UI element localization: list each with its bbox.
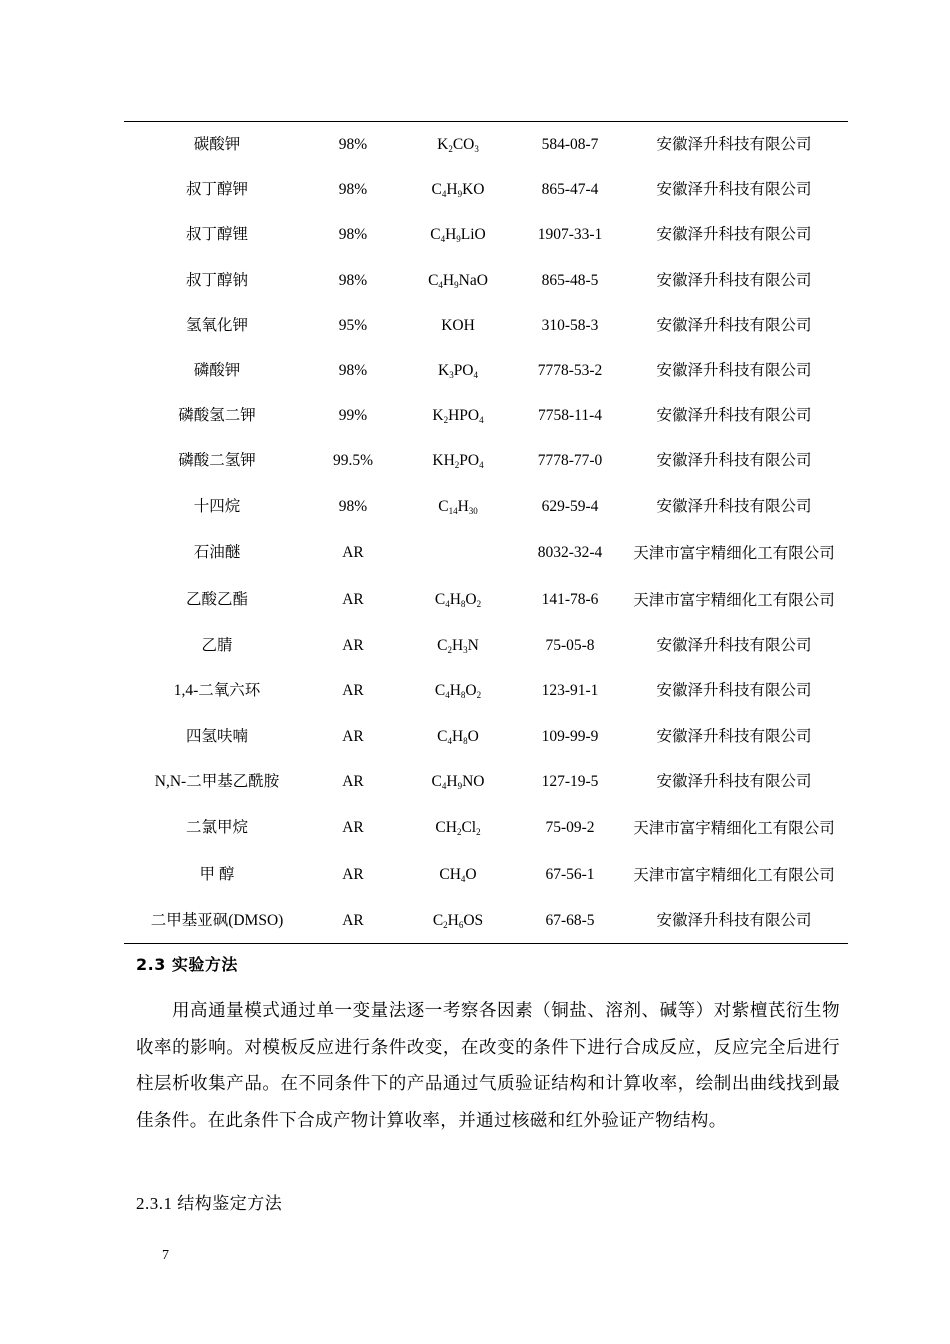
cas-cell: 865-47-4 — [541, 181, 599, 199]
formula-subscript: 2 — [448, 144, 453, 155]
reagent-name-cell: 四氢呋喃 — [185, 727, 248, 745]
supplier-cell: 安徽泽升科技有限公司 — [656, 136, 812, 154]
formula-text: KOH — [441, 316, 475, 334]
formula-subscript: 4 — [460, 874, 466, 885]
formula-cell — [396, 623, 520, 668]
formula-text: OS — [463, 912, 484, 930]
table-row — [124, 212, 848, 257]
formula-subscript: 4 — [440, 234, 446, 245]
formula-subscript: 8 — [463, 735, 468, 746]
formula-text: H — [457, 497, 469, 515]
formula-text: KO — [462, 181, 485, 199]
table-row — [124, 258, 848, 303]
supplier-cell: 安徽泽升科技有限公司 — [656, 362, 812, 380]
formula-cell — [396, 348, 520, 393]
formula-text: K — [432, 407, 444, 425]
formula-cell — [396, 529, 520, 576]
supplier-cell: 安徽泽升科技有限公司 — [656, 682, 812, 700]
formula-text: C — [432, 912, 444, 930]
formula-text: PO — [459, 452, 480, 470]
cas-cell: 123-91-1 — [541, 682, 599, 700]
formula-text: H — [449, 590, 461, 608]
section-heading: 2.3 实验方法 — [136, 955, 238, 974]
supplier-cell: 安徽泽升科技有限公司 — [656, 912, 812, 930]
formula-cell — [396, 212, 520, 257]
formula-cell — [396, 393, 520, 438]
formula-subscript: 4 — [447, 735, 452, 746]
purity-cell: AR — [342, 727, 364, 745]
reagent-name-cell: N,N-二甲基乙酰胺 — [154, 772, 280, 790]
purity-cell: AR — [342, 682, 364, 700]
purity-cell: AR — [342, 543, 364, 561]
formula-text: HPO — [448, 407, 480, 425]
formula-subscript: 4 — [438, 279, 443, 290]
formula-text: CH — [435, 818, 457, 836]
formula-text: C — [434, 682, 446, 700]
purity-cell: 95% — [338, 316, 368, 334]
cas-cell: 7778-77-0 — [537, 452, 603, 470]
formula-subscript: 3 — [463, 645, 468, 656]
formula-subscript: 8 — [460, 690, 466, 701]
purity-cell: 99.5% — [332, 452, 374, 470]
reagent-table — [124, 121, 848, 944]
formula-cell — [396, 851, 520, 898]
formula-subscript: 2 — [454, 460, 460, 471]
cas-cell: 109-99-9 — [541, 727, 599, 745]
formula-subscript: 14 — [448, 505, 458, 516]
formula-text: NaO — [458, 271, 488, 289]
formula-subscript: 2 — [443, 415, 449, 426]
formula-subscript: 3 — [449, 370, 454, 381]
formula-cell — [396, 484, 520, 529]
supplier-cell: 安徽泽升科技有限公司 — [656, 727, 812, 745]
supplier-cell: 天津市富宇精细化工有限公司 — [633, 867, 835, 885]
purity-cell: 98% — [338, 136, 368, 154]
formula-text: H — [449, 682, 461, 700]
table-row — [124, 167, 848, 212]
table-row — [124, 348, 848, 393]
formula-text: C — [434, 590, 446, 608]
reagent-name-cell: 甲 醇 — [199, 866, 235, 884]
table-row — [124, 438, 848, 483]
formula-text: H — [451, 727, 464, 745]
formula-text: CH — [439, 866, 461, 884]
reagent-name-cell: 乙腈 — [201, 637, 233, 655]
formula-text: C — [431, 181, 442, 199]
formula-text: O — [467, 727, 479, 745]
reagent-name-cell: 二氯甲烷 — [185, 818, 248, 836]
formula-subscript: 9 — [457, 189, 463, 200]
formula-subscript: 4 — [445, 690, 450, 701]
purity-cell: 98% — [338, 271, 368, 289]
page-number: 7 — [162, 1248, 169, 1263]
table-row — [124, 303, 848, 348]
formula-text: K — [437, 136, 449, 154]
cas-cell: 67-56-1 — [545, 866, 595, 884]
formula-text: Cl — [461, 818, 477, 836]
supplier-cell: 天津市富宇精细化工有限公司 — [633, 819, 835, 837]
formula-subscript: 30 — [468, 505, 478, 516]
formula-cell — [396, 258, 520, 303]
formula-cell — [396, 303, 520, 348]
formula-text: C — [438, 497, 449, 515]
formula-text: H — [451, 637, 464, 655]
table-row — [124, 576, 848, 623]
supplier-cell: 安徽泽升科技有限公司 — [656, 637, 812, 655]
formula-text: H — [442, 271, 455, 289]
formula-cell — [396, 167, 520, 212]
purity-cell: 98% — [338, 362, 368, 380]
formula-text: PO — [453, 362, 474, 380]
cas-cell: 7758-11-4 — [538, 407, 602, 425]
formula-cell — [396, 898, 520, 944]
formula-text: LiO — [460, 226, 486, 244]
purity-cell: AR — [342, 772, 364, 790]
formula-text: KH — [432, 452, 455, 470]
table-row — [124, 484, 848, 529]
cas-cell: 584-08-7 — [541, 136, 599, 154]
formula-text: O — [465, 590, 477, 608]
formula-cell — [396, 713, 520, 758]
reagent-name-cell: 十四烷 — [193, 497, 241, 515]
reagent-name-cell: 二甲基亚砜(DMSO) — [150, 912, 284, 930]
formula-subscript: 4 — [445, 598, 450, 609]
formula-subscript: 2 — [443, 920, 448, 931]
formula-text: H — [445, 226, 457, 244]
formula-text: H — [447, 912, 459, 930]
formula-cell — [396, 576, 520, 623]
supplier-cell: 安徽泽升科技有限公司 — [656, 181, 812, 199]
reagent-name-cell: 磷酸氢二钾 — [178, 407, 256, 425]
cas-cell: 8032-32-4 — [537, 543, 603, 561]
supplier-cell: 安徽泽升科技有限公司 — [656, 772, 812, 790]
purity-cell: AR — [342, 637, 364, 655]
formula-subscript: 2 — [476, 598, 482, 609]
table-row — [124, 898, 848, 944]
reagent-name-cell: 石油醚 — [193, 543, 241, 561]
table-row — [124, 529, 848, 576]
formula-subscript: 9 — [454, 279, 459, 290]
formula-cell — [396, 438, 520, 483]
formula-subscript: 3 — [474, 144, 479, 155]
formula-text: NO — [462, 772, 485, 790]
subsection-heading: 2.3.1 结构鉴定方法 — [136, 1194, 283, 1213]
cas-cell: 141-78-6 — [541, 590, 599, 608]
purity-cell: 98% — [338, 181, 368, 199]
reagent-name-cell: 1,4-二氧六环 — [173, 682, 261, 700]
formula-text: CO — [452, 136, 475, 154]
reagent-name-cell: 叔丁醇锂 — [185, 226, 248, 244]
table-row — [124, 713, 848, 758]
formula-text: H — [446, 772, 458, 790]
purity-cell: AR — [342, 590, 364, 608]
purity-cell: 98% — [338, 497, 368, 515]
cas-cell: 865-48-5 — [541, 271, 599, 289]
cas-cell: 75-09-2 — [545, 818, 595, 836]
section-body-paragraph: 用高通量模式通过单一变量法逐一考察各因素（铜盐、溶剂、碱等）对紫檀芪衍生物收率的影响。对模板反应进行条件改变，在改变的条件下进行合成反应，反应完全后进行柱层析收集产品。在不同条件下的产品通过气质验证结构和计算收率，绘制出曲线找到最佳条件。在此条件下合成产物计算收率，并通过核磁和红外验证产物结构。 — [136, 1000, 840, 1130]
formula-subscript: 9 — [456, 234, 461, 245]
formula-subscript: 4 — [473, 370, 479, 381]
purity-cell: 98% — [338, 226, 368, 244]
reagent-name-cell: 磷酸钾 — [193, 362, 241, 380]
cas-cell: 75-05-8 — [545, 637, 595, 655]
table-row — [124, 122, 848, 168]
table-row — [124, 668, 848, 713]
formula-text: C — [428, 271, 439, 289]
formula-cell — [396, 668, 520, 713]
supplier-cell: 安徽泽升科技有限公司 — [656, 452, 812, 470]
purity-cell: 99% — [338, 407, 368, 425]
supplier-cell: 安徽泽升科技有限公司 — [656, 497, 812, 515]
cas-cell: 7778-53-2 — [537, 362, 603, 380]
supplier-cell: 天津市富宇精细化工有限公司 — [633, 591, 835, 609]
reagent-name-cell: 乙酸乙酯 — [185, 590, 248, 608]
table-row — [124, 393, 848, 438]
cas-cell: 310-58-3 — [541, 316, 599, 334]
formula-text: C — [437, 727, 448, 745]
formula-subscript: 8 — [460, 598, 466, 609]
reagent-name-cell: 叔丁醇钾 — [185, 181, 248, 199]
formula-text: H — [446, 181, 458, 199]
formula-subscript: 2 — [476, 826, 481, 837]
reagent-name-cell: 叔丁醇钠 — [185, 271, 248, 289]
formula-subscript: 2 — [456, 826, 462, 837]
purity-cell: AR — [342, 818, 364, 836]
table-row — [124, 759, 848, 804]
formula-subscript: 4 — [441, 780, 447, 791]
supplier-cell: 安徽泽升科技有限公司 — [656, 316, 812, 334]
formula-text: O — [465, 866, 477, 884]
table-row — [124, 804, 848, 851]
formula-subscript: 4 — [441, 189, 447, 200]
formula-cell — [396, 759, 520, 804]
formula-subscript: 2 — [447, 645, 452, 656]
supplier-cell: 安徽泽升科技有限公司 — [656, 271, 812, 289]
table-body — [124, 122, 848, 944]
formula-text: C — [431, 772, 442, 790]
formula-subscript: 4 — [479, 460, 484, 471]
table-row — [124, 851, 848, 898]
cas-cell: 127-19-5 — [541, 772, 599, 790]
formula-cell — [396, 804, 520, 851]
formula-text: N — [467, 637, 479, 655]
supplier-cell: 安徽泽升科技有限公司 — [656, 226, 812, 244]
reagent-name-cell: 碳酸钾 — [193, 136, 241, 154]
supplier-cell: 天津市富宇精细化工有限公司 — [633, 544, 835, 562]
table-row — [124, 623, 848, 668]
cas-cell: 1907-33-1 — [537, 226, 603, 244]
supplier-cell: 安徽泽升科技有限公司 — [656, 407, 812, 425]
cas-cell: 629-59-4 — [541, 497, 599, 515]
cas-cell: 67-68-5 — [545, 912, 595, 930]
reagent-name-cell: 磷酸二氢钾 — [178, 452, 256, 470]
formula-subscript: 9 — [457, 780, 463, 791]
formula-text: O — [465, 682, 477, 700]
purity-cell: AR — [342, 912, 364, 930]
formula-text: C — [437, 637, 448, 655]
purity-cell: AR — [342, 866, 364, 884]
formula-subscript: 6 — [458, 920, 464, 931]
formula-cell — [396, 122, 520, 168]
formula-text: C — [430, 226, 441, 244]
formula-subscript: 2 — [476, 690, 482, 701]
formula-subscript: 4 — [479, 415, 484, 426]
reagent-name-cell: 氢氧化钾 — [185, 316, 248, 334]
formula-text: K — [437, 362, 450, 380]
